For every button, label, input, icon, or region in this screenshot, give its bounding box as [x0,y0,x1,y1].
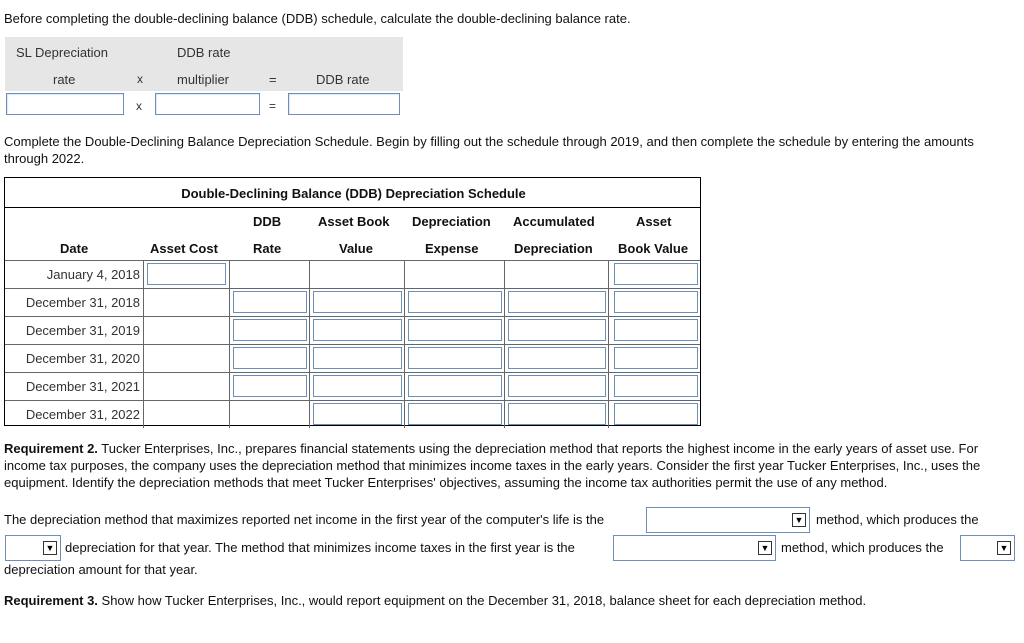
book-value-cell [608,260,700,288]
dep-expense-cell [404,316,504,344]
amount-dropdown-2[interactable] [960,535,1015,561]
answer-text-2: method, which produces the [816,512,979,527]
chevron-down-icon: ▼ [43,541,57,555]
ddb-rate-cell [229,372,309,400]
book-value-input[interactable] [614,375,698,397]
col-header-ddb-rate-2: Rate [253,241,282,256]
times-symbol: x [136,99,142,113]
empty-cell [143,344,229,372]
acc-dep-input[interactable] [508,403,606,425]
acc-dep-input[interactable] [508,375,606,397]
ddb-schedule-table [4,177,701,426]
row-date: December 31, 2022 [5,400,143,428]
col-header-acc-dep-2: Depreciation [514,241,593,256]
requirement-2 [4,440,1018,491]
row-date: January 4, 2018 [5,260,143,288]
equals-symbol-header: = [269,72,277,87]
ddb-rate-input[interactable] [233,375,307,397]
col-header-asset-cost: Asset Cost [150,241,218,256]
book-value-input[interactable] [614,403,698,425]
dep-expense-cell [404,288,504,316]
book-value-cell [608,344,700,372]
asset-book-value-cell [309,344,404,372]
ddb-rate-cell [229,288,309,316]
requirement-2-label: Requirement 2. [4,441,98,456]
empty-cell [309,260,404,288]
dep-expense-cell [404,400,504,428]
col-header-abv-1: Asset [636,214,672,229]
asset-book-value-cell [309,400,404,428]
amount-dropdown-1[interactable] [5,535,61,561]
table-row [5,260,700,287]
dep-expense-input[interactable] [408,375,502,397]
answer-text-5: depreciation amount for that year. [4,562,198,577]
requirement-2-text: Tucker Enterprises, Inc., prepares financial statements using the depreciation method that reports the highest income in the early years of asset use. For income tax purposes, the company uses the depreciation method that minimizes income taxes in the early years. Consider the first year Tucker Enterprises, Inc., uses the equipment. Identify the depreciation methods that meet Tucker Enterprises' objectives, assuming the income tax authorities permit the use of any method. [4,441,981,490]
row-date: December 31, 2018 [5,288,143,316]
empty-cell [143,400,229,428]
acc-dep-input[interactable] [508,291,606,313]
method-dropdown-1[interactable] [646,507,810,533]
col-header-acc-dep-1: Accumulated [513,214,595,229]
asset-book-value-cell [309,372,404,400]
empty-cell [143,288,229,316]
book-value-input[interactable] [614,291,698,313]
table-row [5,288,700,315]
multiplier-label-line1: DDB rate [177,45,231,60]
answer-text-4: method, which produces the [781,540,944,555]
empty-cell [143,316,229,344]
ddb-rate-label: DDB rate [316,72,370,87]
book-value-cell [608,372,700,400]
book-value-input[interactable] [614,263,698,285]
times-symbol-header: x [137,72,143,86]
book-value-input[interactable] [614,319,698,341]
table-row [5,316,700,343]
schedule-title: Double-Declining Balance (DDB) Depreciation Schedule [181,186,526,201]
ddb-rate-input[interactable] [233,291,307,313]
chevron-down-icon: ▼ [758,541,772,555]
multiplier-label-line2: multiplier [177,72,230,87]
row-date: December 31, 2021 [5,372,143,400]
ddb-rate-cell [229,344,309,372]
asset-book-value-cell [309,288,404,316]
dep-expense-cell [404,344,504,372]
col-header-book-value-1: Asset Book [318,214,390,229]
sl-rate-label-line1: SL Depreciation [16,45,109,60]
book-value-input[interactable] [614,347,698,369]
requirement-3 [4,593,1018,608]
asset-book-value-input[interactable] [313,319,402,341]
method-dropdown-2[interactable] [613,535,776,561]
ddb-rate-input[interactable] [233,347,307,369]
acc-dep-input[interactable] [508,319,606,341]
acc-dep-input[interactable] [508,347,606,369]
col-header-dep-exp-1: Depreciation [412,214,491,229]
acc-dep-cell [504,400,608,428]
acc-dep-cell [504,288,608,316]
book-value-cell [608,288,700,316]
empty-cell [229,400,309,428]
asset-cost-input[interactable] [147,263,226,285]
answer-text-3: depreciation for that year. The method that minimizes income taxes in the first year is the [65,540,575,555]
row-date: December 31, 2020 [5,344,143,372]
asset-book-value-input[interactable] [313,347,402,369]
empty-cell [504,260,608,288]
acc-dep-cell [504,316,608,344]
row-date: December 31, 2019 [5,316,143,344]
empty-cell [404,260,504,288]
book-value-cell [608,316,700,344]
dep-expense-input[interactable] [408,403,502,425]
asset-book-value-input[interactable] [313,375,402,397]
asset-cost-cell [143,260,229,288]
dep-expense-input[interactable] [408,347,502,369]
chevron-down-icon: ▼ [997,541,1011,555]
table-row [5,372,700,399]
col-header-date: Date [60,241,89,256]
asset-book-value-cell [309,316,404,344]
requirement-3-label: Requirement 3. [4,593,98,608]
asset-book-value-input[interactable] [313,403,402,425]
sl-rate-label-line2: rate [53,72,76,87]
intro-text: Before completing the double-declining balance (DDB) schedule, calculate the double-declining balance rate. [4,11,631,26]
empty-cell [143,372,229,400]
dep-expense-input[interactable] [408,319,502,341]
asset-book-value-input[interactable] [313,291,402,313]
answer-text-1: The depreciation method that maximizes reported net income in the first year of the computer's life is the [4,512,605,527]
col-header-abv-2: Book Value [618,241,689,256]
ddb-rate-cell [229,316,309,344]
equals-symbol: = [269,99,277,113]
table-row [5,344,700,371]
dep-expense-input[interactable] [408,291,502,313]
dep-expense-cell [404,372,504,400]
rate-formula-header [5,37,403,91]
sl-rate-input[interactable] [6,93,124,115]
col-header-dep-exp-2: Expense [425,241,479,256]
col-header-book-value-2: Value [339,241,373,256]
book-value-cell [608,400,700,428]
multiplier-input[interactable] [155,93,260,115]
acc-dep-cell [504,344,608,372]
schedule-instructions: Complete the Double-Declining Balance Depreciation Schedule. Begin by filling out the schedule through 2019, and then complete the schedule by entering the amounts through 2022. [4,134,974,166]
col-header-ddb-rate-1: DDB [253,214,282,229]
ddb-rate-input[interactable] [288,93,400,115]
chevron-down-icon: ▼ [792,513,806,527]
acc-dep-cell [504,372,608,400]
requirement-3-text: Show how Tucker Enterprises, Inc., would report equipment on the December 31, 2018, balance sheet for each depreciation method. [97,593,867,608]
title-divider [5,207,700,208]
ddb-rate-input[interactable] [233,319,307,341]
empty-cell [229,260,309,288]
table-row [5,400,700,427]
